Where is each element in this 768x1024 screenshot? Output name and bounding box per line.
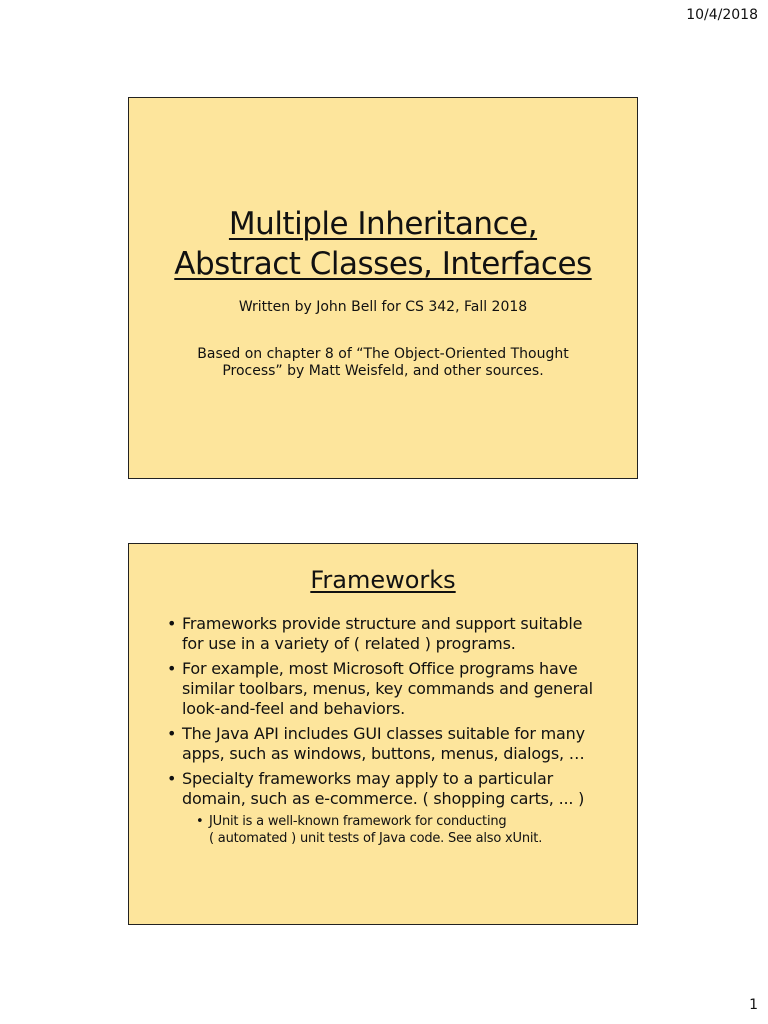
sub-bullet-list: [182, 813, 617, 847]
bullet-dot-icon: •: [167, 769, 177, 788]
bullet-line: Frameworks provide structure and support suitable: [182, 614, 583, 633]
sub-bullet-line: JUnit is a well-known framework for conducting: [209, 814, 507, 829]
bullet-item: [167, 659, 617, 719]
bullet-line: apps, such as windows, buttons, menus, dialogs, …: [182, 744, 585, 763]
slide-subtitle: Written by John Bell for CS 342, Fall 2018: [238, 299, 528, 315]
source-note-line-2: Process” by Matt Weisfeld, and other sources.: [222, 363, 544, 379]
title-line-1: Multiple Inheritance,: [228, 206, 538, 242]
bullet-list: [167, 614, 617, 852]
slide-title: [129, 204, 637, 284]
bullet-line: For example, most Microsoft Office programs have: [182, 659, 578, 678]
page-number: 1: [749, 997, 758, 1013]
bullet-line: look-and-feel and behaviors.: [182, 699, 406, 718]
bullet-dot-icon: •: [167, 659, 177, 678]
title-line-2: Abstract Classes, Interfaces: [174, 246, 592, 282]
bullet-dot-icon: •: [167, 724, 177, 743]
title-slide: [128, 97, 638, 479]
bullet-item: [167, 724, 617, 764]
sub-bullet-item: [196, 813, 617, 847]
bullet-line: for use in a variety of ( related ) programs.: [182, 634, 516, 653]
bullet-dot-icon: •: [196, 814, 204, 829]
frameworks-slide: [128, 543, 638, 925]
sub-bullet-line: ( automated ) unit tests of Java code. See also xUnit.: [209, 831, 543, 846]
bullet-line: domain, such as e-commerce. ( shopping carts, ... ): [182, 789, 585, 808]
bullet-line: The Java API includes GUI classes suitable for many: [182, 724, 585, 743]
source-note-line-1: Based on chapter 8 of “The Object-Oriented Thought: [197, 346, 569, 362]
slide-title: Frameworks: [310, 566, 456, 594]
page-date: 10/4/2018: [686, 7, 758, 23]
bullet-line: similar toolbars, menus, key commands and general: [182, 679, 593, 698]
bullet-line: Specialty frameworks may apply to a particular: [182, 769, 553, 788]
bullet-item: [167, 614, 617, 654]
bullet-item: [167, 769, 617, 847]
bullet-dot-icon: •: [167, 614, 177, 633]
source-note: [169, 346, 597, 380]
